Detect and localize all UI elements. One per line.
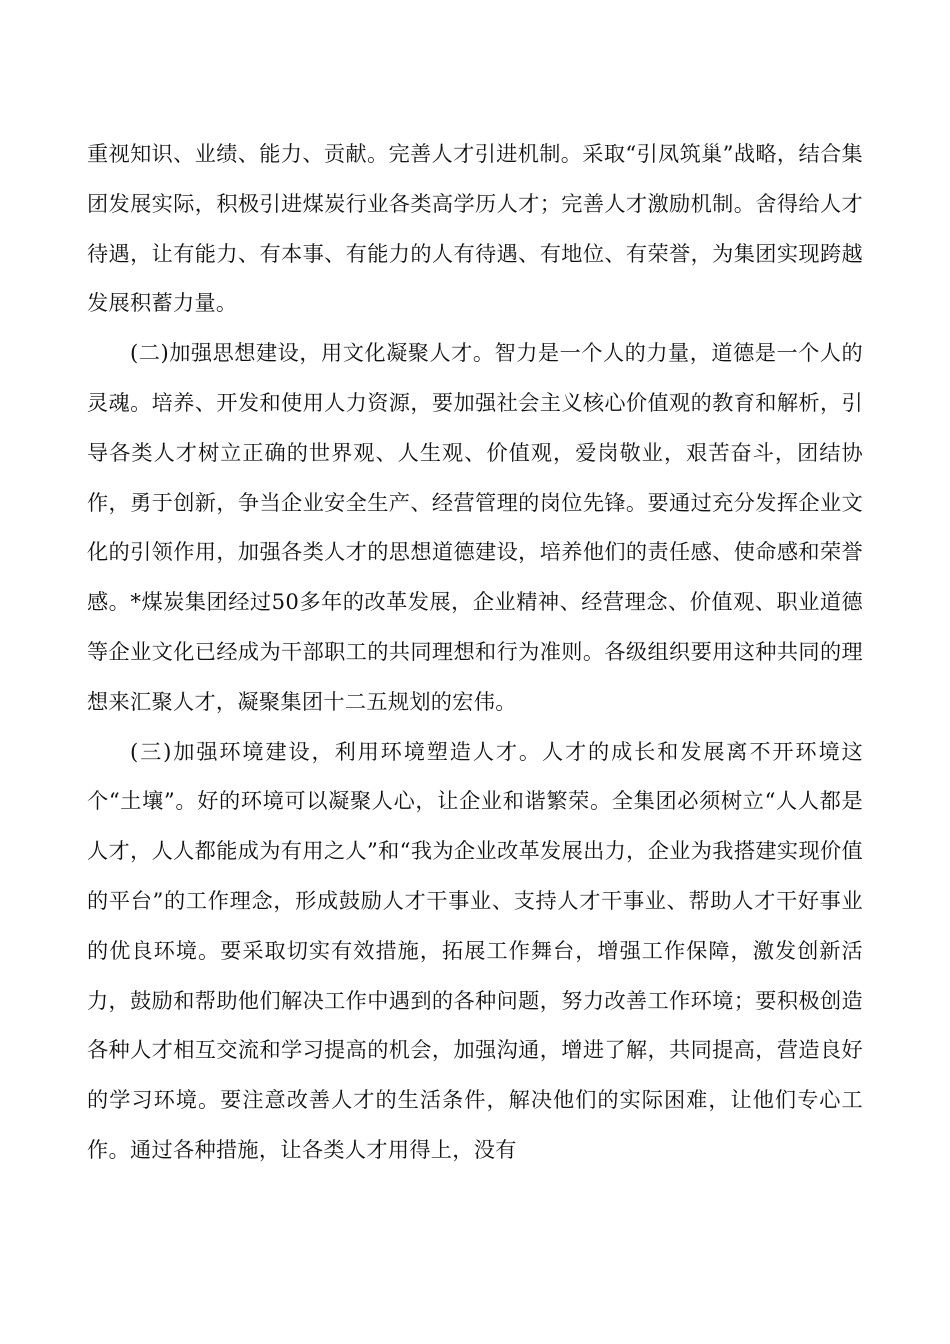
body-paragraph-section-3: (三)加强环境建设，利用环境塑造人才。人才的成长和发展离不开环境这个“土壤”。好的环境可以凝聚人心，让企业和谐繁荣。全集团必须树立“人人都是人才，人人都能成为有用之人”和“我为企业改革发展出力，企业为我搭建实现价值的平台”的工作理念，形成鼓励人才干事业、支持人才干事业、帮助人才干好事业的优良环境。要采取切实有效措施，拓展工作舞台，增强工作保障，激发创新活力，鼓励和帮助他们解决工作中遇到的各种问题，努力改善工作环境；要积极创造各种人才相互交流和学习提高的机会，加强沟通，增进了解，共同提高，营造良好的学习环境。要注意改善人才的生活条件，解决他们的实际困难，让他们专心工作。通过各种措施，让各类人才用得上，没有 bbox=[87, 738, 863, 1162]
body-paragraph-section-2: (二)加强思想建设，用文化凝聚人才。智力是一个人的力量，道德是一个人的灵魂。培养、开发和使用人力资源，要加强社会主义核心价值观的教育和解析，引导各类人才树立正确的世界观、人生观、价值观，爱岗敬业，艰苦奋斗，团结协作，勇于创新，争当企业安全生产、经营管理的岗位先锋。要通过充分发挥企业文化的引领作用，加强各类人才的思想道德建设，培养他们的责任感、使命感和荣誉感。*煤炭集团经过50多年的改革发展，企业精神、经营理念、价值观、职业道德等企业文化已经成为干部职工的共同理想和行为准则。各级组织要用这种共同的理想来汇聚人才，凝聚集团十二五规划的宏伟。 bbox=[87, 340, 863, 714]
document-page bbox=[87, 129, 863, 1175]
body-paragraph-continuation: 重视知识、业绩、能力、贡献。完善人才引进机制。采取“引凤筑巢”战略，结合集团发展实际，积极引进煤炭行业各类高学历人才；完善人才激励机制。舍得给人才待遇，让有能力、有本事、有能力的人有待遇、有地位、有荣誉，为集团实现跨越发展积蓄力量。 bbox=[87, 141, 863, 316]
